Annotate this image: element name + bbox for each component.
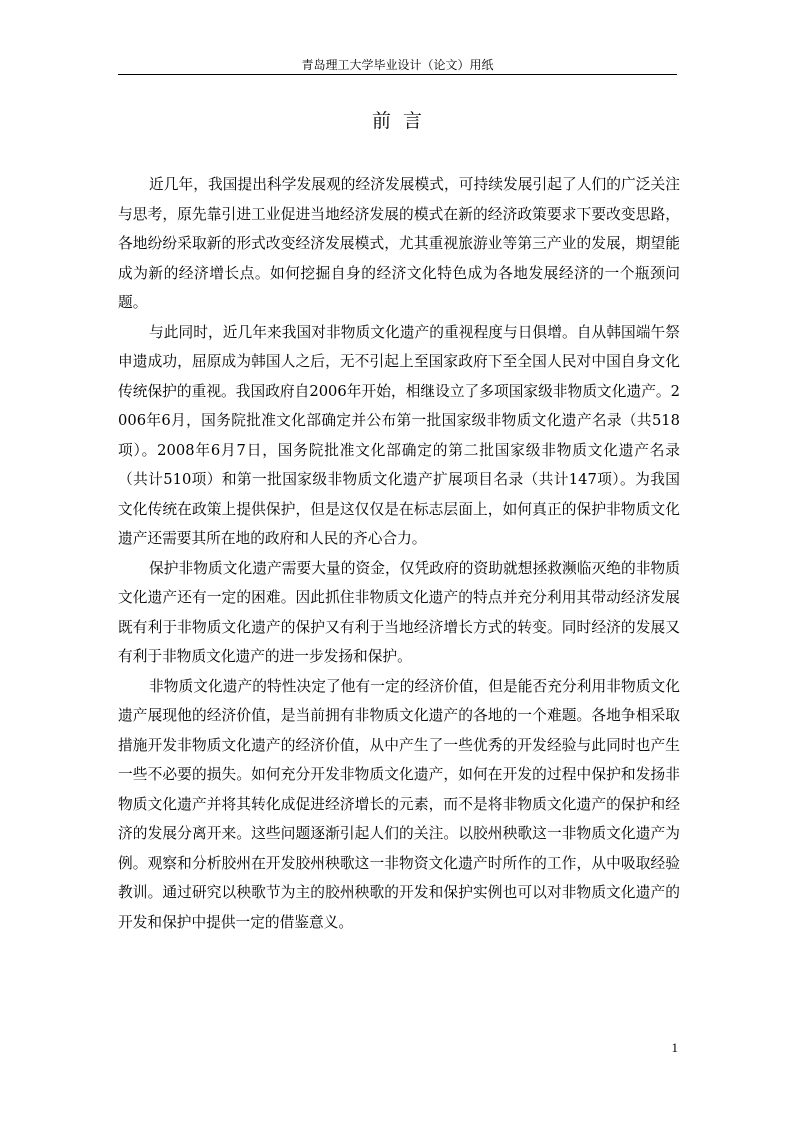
header-title: 青岛理工大学毕业设计（论文）用纸 [301, 58, 494, 72]
paragraph-4: 非物质文化遗产的特性决定了他有一定的经济价值，但是能否充分利用非物质文化遗产展现他的经济价值，是当前拥有非物质文化遗产的各地的一个难题。各地争相采取措施开发非物质文化遗产的经济价值，从中产生了一些优秀的开发经验与此同时也产生一些不必要的损失。如何充分开发非物质文化遗产，如何在开发的过程中保护和发扬非物质文化遗产并将其转化成促进经济增长的元素，而不是将非物质文化遗产的保护和经济的发展分离开来。这些问题逐渐引起人们的关注。以胶州秧歌这一非物质文化遗产为例。观察和分析胶州在开发胶州秧歌这一非物资文化遗产时所作的工作，从中吸取经验教训。通过研究以秧歌节为主的胶州秧歌的开发和保护实例也可以对非物质文化遗产的开发和保护中提供一定的借鉴意义。 [118, 677, 680, 931]
paragraph-2: 与此同时，近几年来我国对非物质文化遗产的重视程度与日俱增。自从韩国端午祭申遗成功，屈原成为韩国人之后，无不引起上至国家政府下至全国人民对中国自身文化传统保护的重视。我国政府自2006年开始，相继设立了多项国家级非物质文化遗产。2006年6月，国务院批准文化部确定并公布第一批国家级非物质文化遗产名录（共518项）。2008年6月7日，国务院批准文化部确定的第二批国家级非物质文化遗产名录（共计510项）和第一批国家级非物质文化遗产扩展项目名录（共计147项）。为我国文化传统在政策上提供保护，但是这仅仅是在标志层面上，如何真正的保护非物质文化遗产还需要其所在地的政府和人民的齐心合力。 [118, 323, 680, 547]
document-body [118, 170, 680, 937]
paragraph-1: 近几年，我国提出科学发展观的经济发展模式，可持续发展引起了人们的广泛关注与思考，原先靠引进工业促进当地经济发展的模式在新的经济政策要求下要改变思路，各地纷纷采取新的形式改变经济发展模式，尤其重视旅游业等第三产业的发展，期望能成为新的经济增长点。如何挖掘自身的经济文化特色成为各地发展经济的一个瓶颈问题。 [118, 176, 680, 311]
page-number: 1 [671, 1040, 678, 1055]
page-title: 前言 [371, 110, 434, 132]
paragraph-3: 保护非物质文化遗产需要大量的资金，仅凭政府的资助就想拯救濒临灭绝的非物质文化遗产还有一定的困难。因此抓住非物质文化遗产的特点并充分利用其带动经济发展既有利于非物质文化遗产的保护又有利于当地经济增长方式的转变。同时经济的发展又有利于非物质文化遗产的进一步发扬和保护。 [118, 559, 680, 665]
page-header [118, 56, 677, 75]
